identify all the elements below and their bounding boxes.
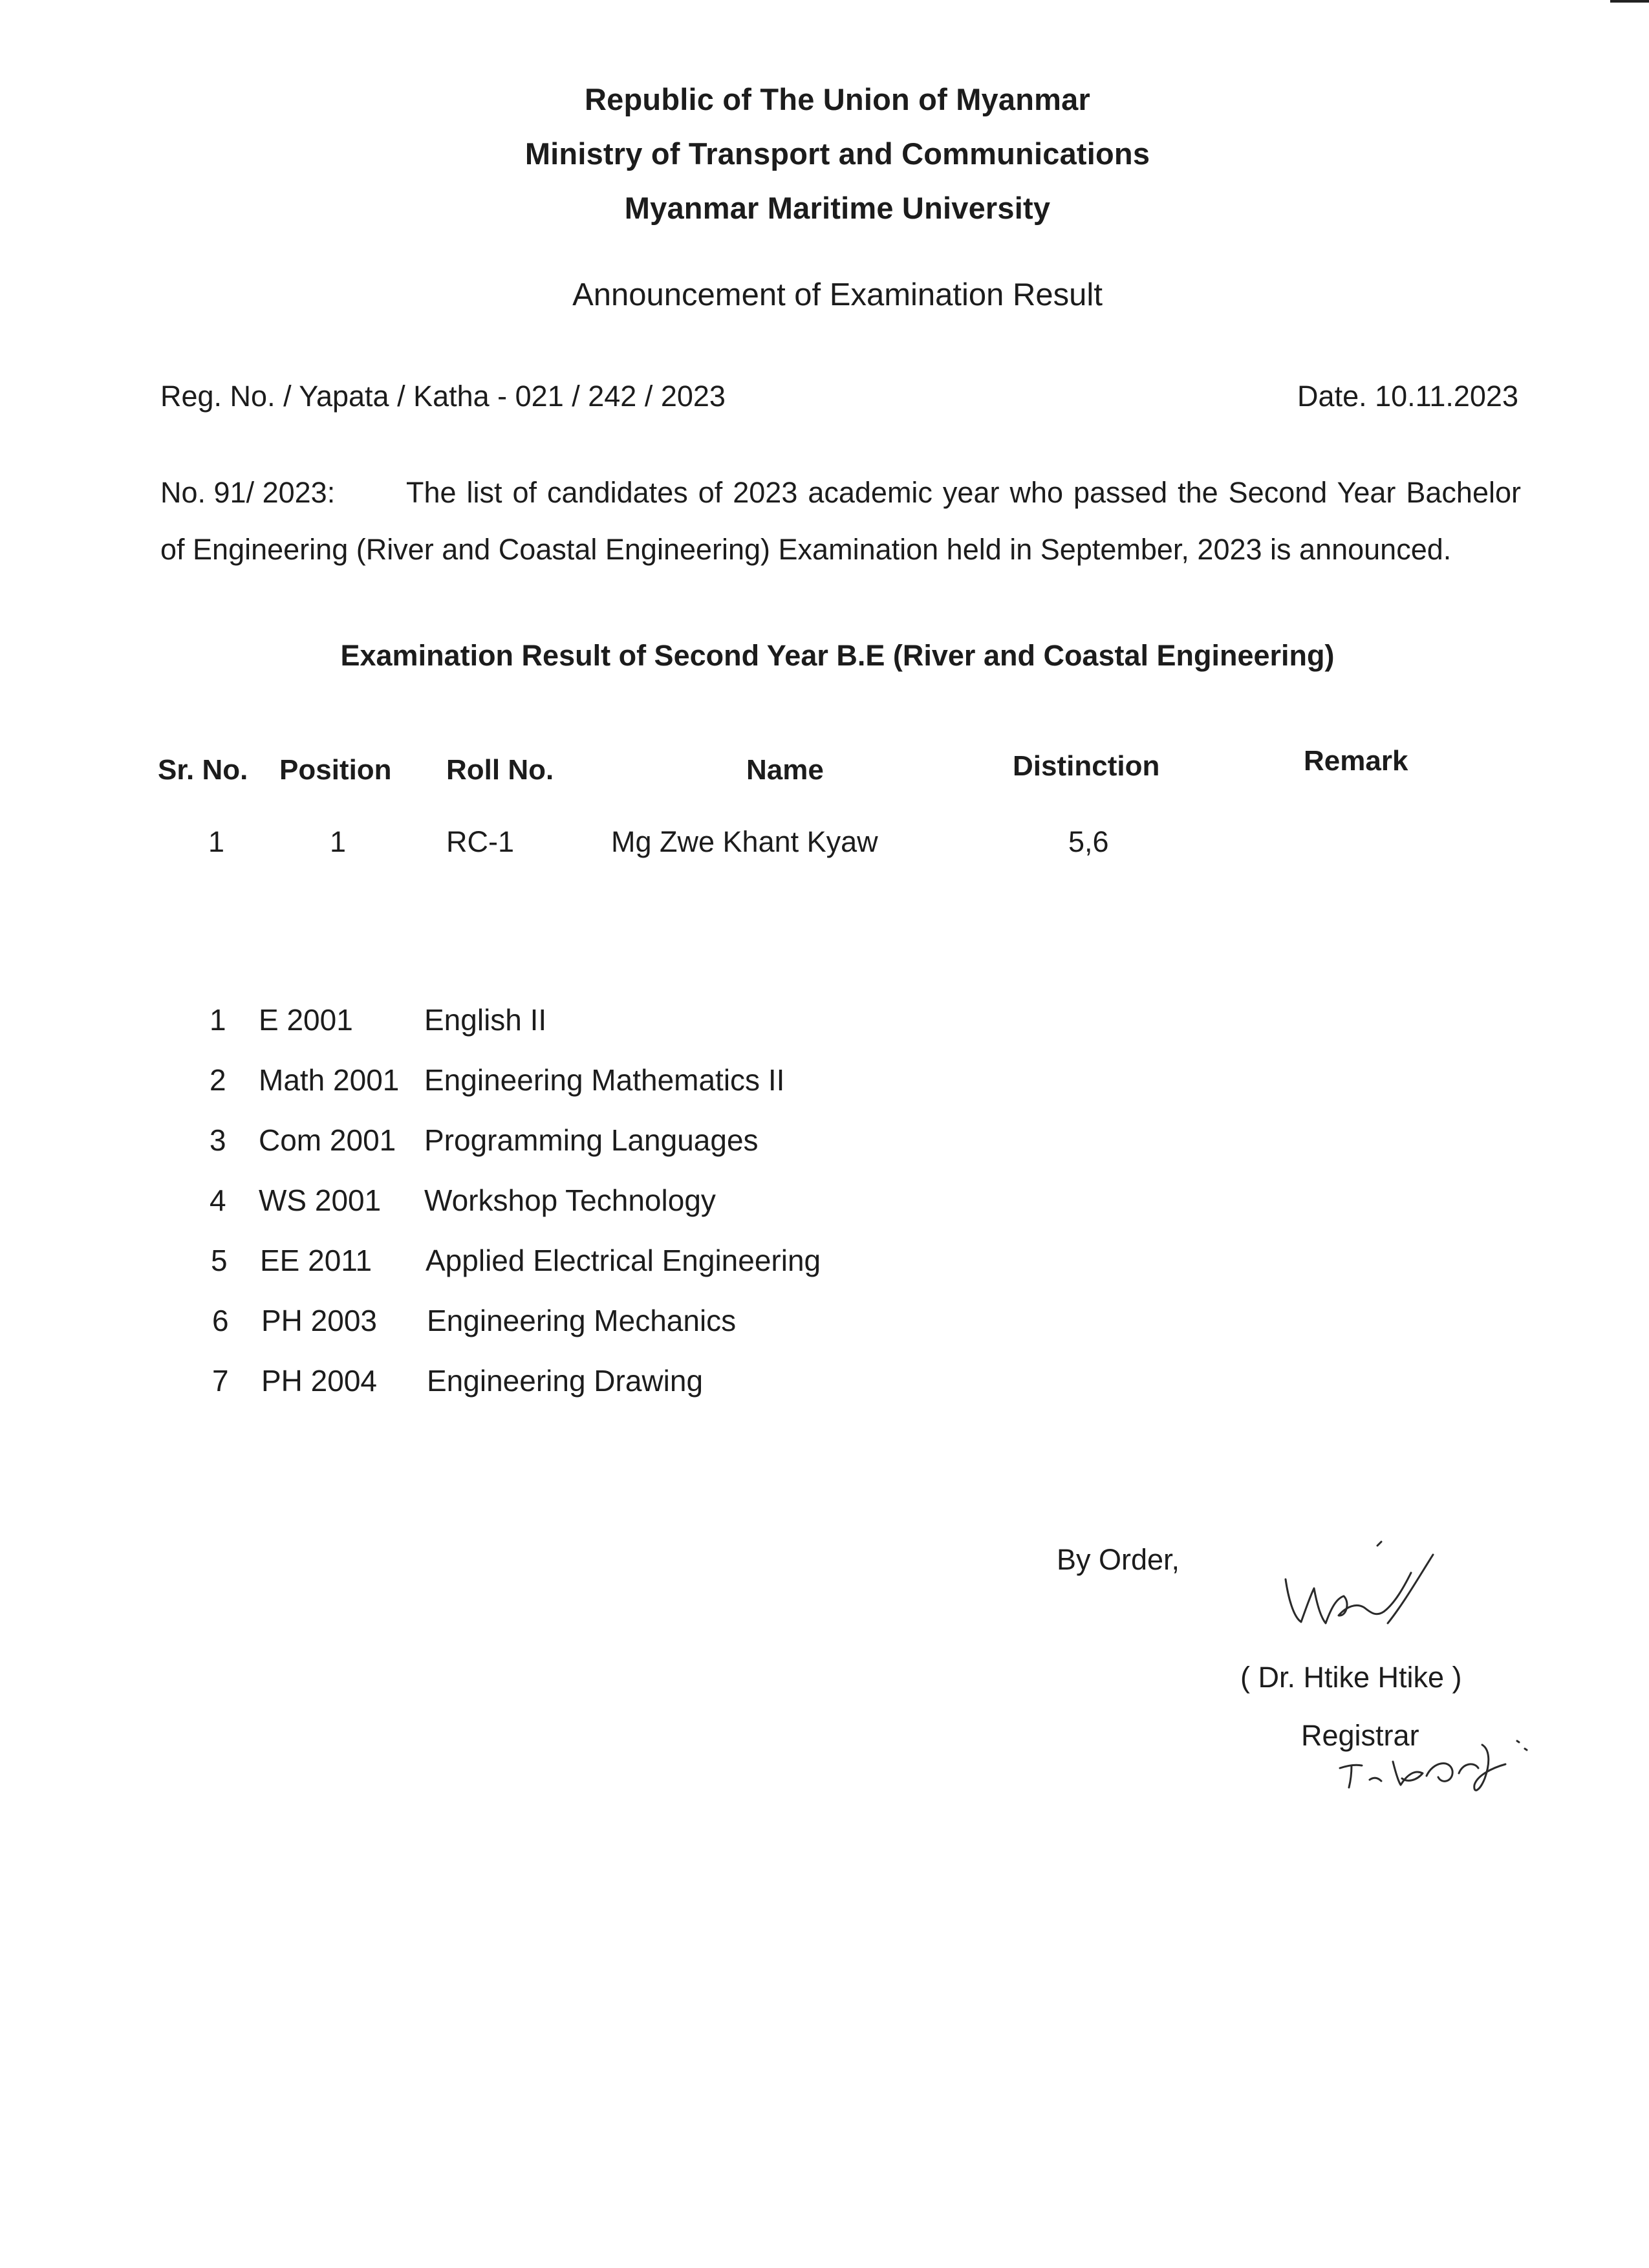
- cell-sr-no: 1: [208, 825, 225, 858]
- subject-title: Programming Languages: [424, 1123, 759, 1157]
- col-header-distinction: Distinction: [1013, 750, 1160, 782]
- subject-title: Engineering Drawing: [427, 1364, 704, 1398]
- notice-paragraph: [160, 464, 1521, 578]
- cell-name: Mg Zwe Khant Kyaw: [611, 825, 878, 858]
- signatory-name: ( Dr. Htike Htike ): [1240, 1661, 1462, 1694]
- subject-number: 3: [210, 1123, 226, 1157]
- by-order-text: By Order,: [1057, 1543, 1180, 1576]
- subject-number: 4: [210, 1183, 226, 1217]
- cell-position: 1: [330, 825, 347, 858]
- cell-distinction: 5,6: [1068, 825, 1109, 858]
- subject-number: 2: [210, 1063, 226, 1097]
- col-header-name: Name: [746, 754, 824, 786]
- subject-number: 7: [212, 1364, 229, 1398]
- subject-number: 1: [210, 1003, 226, 1037]
- subject-title: Workshop Technology: [424, 1183, 716, 1217]
- issue-date: Date. 10.11.2023: [1297, 380, 1518, 413]
- ministry-heading: Ministry of Transport and Communications: [524, 136, 1150, 171]
- cell-roll-no: RC-1: [446, 825, 515, 858]
- country-heading: Republic of The Union of Myanmar: [585, 82, 1090, 116]
- subject-title: Engineering Mathematics II: [424, 1063, 785, 1097]
- result-title: Examination Result of Second Year B.E (River and Coastal Engineering): [340, 639, 1335, 672]
- col-header-position: Position: [279, 754, 392, 786]
- subject-code: Com 2001: [259, 1123, 396, 1157]
- university-heading: Myanmar Maritime University: [624, 191, 1051, 225]
- notice-text: The list of candidates of 2023 academic year who passed the Second Year Bachelor of Engineering (River and Coastal Engineering) Examination held in September, 2023 is announced.: [160, 476, 1521, 566]
- subject-code: EE 2011: [260, 1244, 372, 1277]
- subject-code: E 2001: [259, 1003, 353, 1037]
- announcement-title: Announcement of Examination Result: [572, 277, 1103, 312]
- subject-number: 5: [211, 1244, 228, 1277]
- signature-image: [1274, 1526, 1468, 1649]
- subject-number: 6: [212, 1304, 229, 1337]
- subject-code: WS 2001: [259, 1183, 382, 1217]
- registration-number: Reg. No. / Yapata / Katha - 021 / 242 / 2023: [160, 380, 726, 413]
- subject-title: English II: [424, 1003, 547, 1037]
- col-header-sr-no: Sr. No.: [158, 754, 248, 786]
- notice-number: No. 91/ 2023:: [160, 476, 336, 509]
- subject-code: Math 2001: [259, 1063, 400, 1097]
- subject-code: PH 2003: [261, 1304, 378, 1337]
- initials-signature: [1336, 1723, 1543, 1800]
- signatory-designation: Registrar: [1301, 1719, 1419, 1752]
- col-header-remark: Remark: [1304, 745, 1408, 777]
- subject-title: Engineering Mechanics: [427, 1304, 737, 1337]
- col-header-roll-no: Roll No.: [446, 754, 554, 786]
- subject-title: Applied Electrical Engineering: [426, 1244, 821, 1277]
- subject-code: PH 2004: [261, 1364, 378, 1398]
- scan-edge-mark: [1610, 0, 1649, 3]
